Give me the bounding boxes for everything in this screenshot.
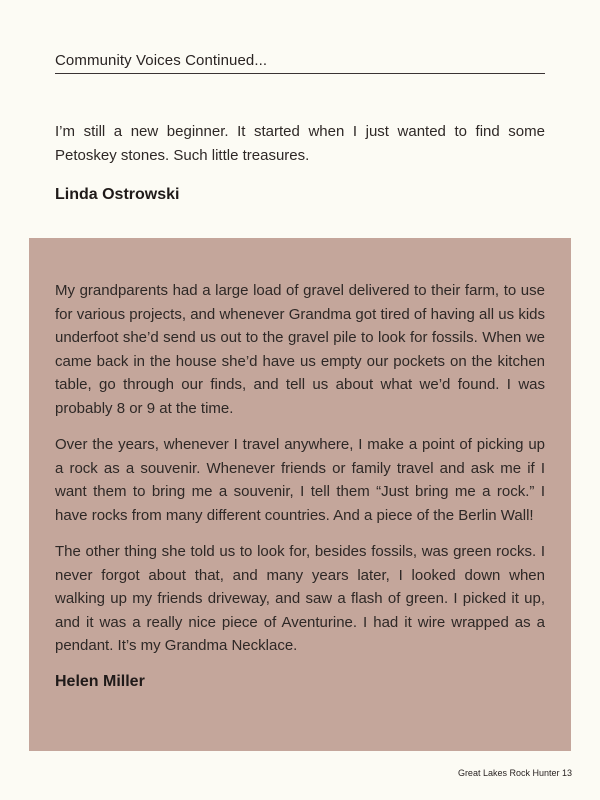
section-title: Community Voices Continued... (55, 52, 268, 69)
quote-author: Linda Ostrowski (55, 186, 180, 203)
quote-linda (55, 120, 545, 204)
quote-paragraph: Over the years, whenever I travel anywhere, I make a point of picking up a rock as a souvenir. Whenever friends or family travel and ask me if I want them to bring me a souvenir, I tell them “Just bring me a rock.” I have rocks from many different countries. And a piece of the Berlin Wall! (55, 436, 545, 524)
highlight-panel (29, 238, 571, 751)
quote-text: I’m still a new beginner. It started when I just wanted to find some Petoskey stones. Such little treasures. (55, 123, 545, 164)
quote-author: Helen Miller (55, 672, 145, 690)
quote-paragraph: The other thing she told us to look for, besides fossils, was green rocks. I never forgot about that, and many years later, I looked down when walking up my friends driveway, and saw a flash of green. I picked it up, and it was a really nice piece of Aventurine. I had it wire wrapped as a pendant. It’s my Grandma Necklace. (55, 543, 545, 654)
page-footer: Great Lakes Rock Hunter 13 (457, 768, 572, 778)
quote-paragraph: My grandparents had a large load of gravel delivered to their farm, to use for various projects, and whenever Grandma got tired of having all us kids underfoot she’d send us out to the gravel pile to look for fossils. When we came back in the house she’d have us empty our pockets on the kitchen table, go through our finds, and tell us about what we’d found. I was probably 8 or 9 at the time. (55, 282, 545, 417)
quote-helen (55, 279, 545, 691)
section-header (55, 52, 545, 74)
